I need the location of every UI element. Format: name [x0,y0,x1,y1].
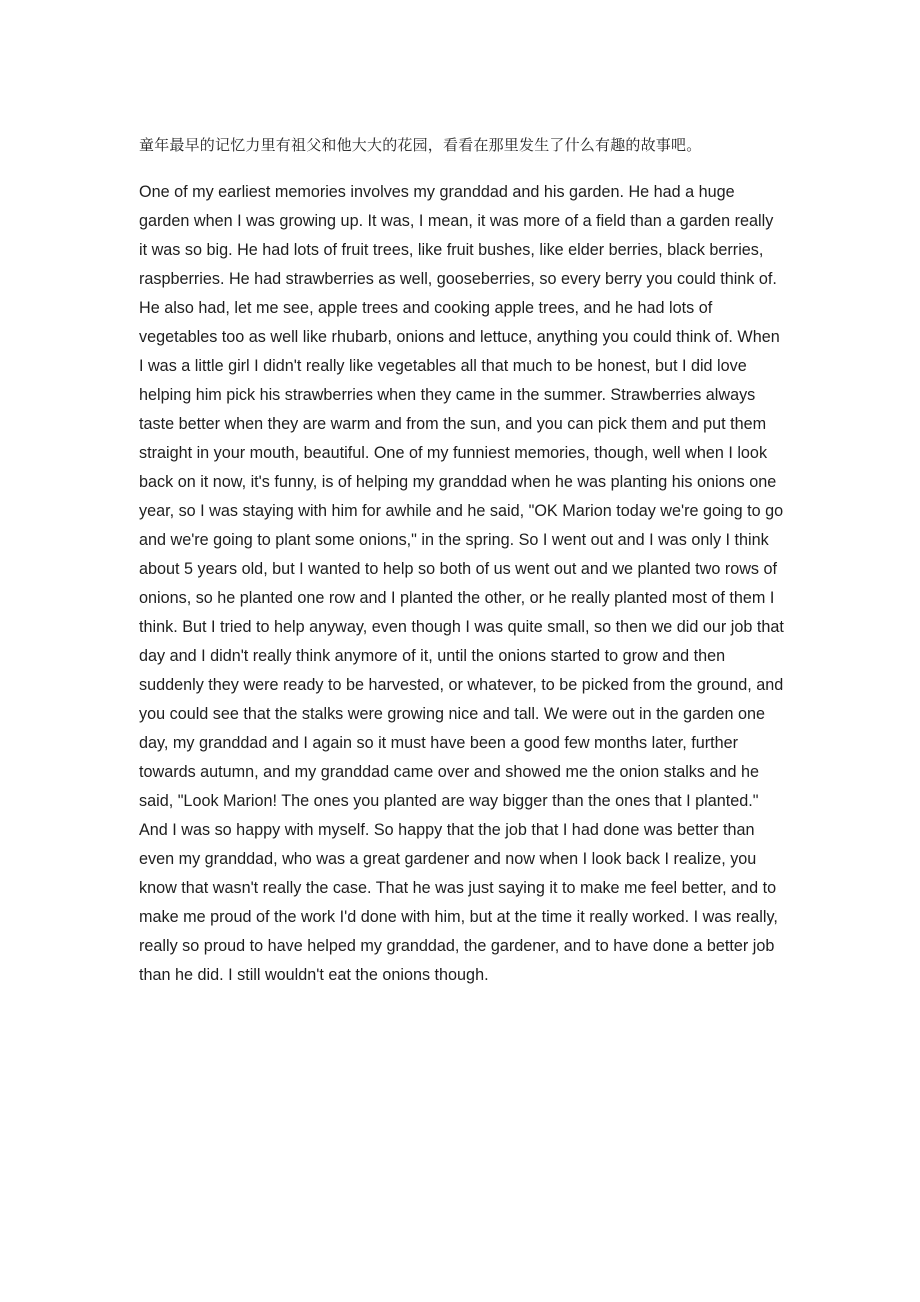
intro-text: 童年最早的记忆力里有祖父和他大大的花园，看看在那里发生了什么有趣的故事吧。 [139,136,702,154]
story-paragraph: One of my earliest memories involves my granddad and his garden. He had a huge garden when I was growing up. It was, I mean, it was more of a field than a garden really it was so big. He had lots of fruit trees, like fruit bushes, like elder berries, black berries, raspberries. He had strawberries as well, gooseberries, so every berry you could think of. He also had, let me see, apple trees and cooking apple trees, and he had lots of vegetables too as well like rhubarb, onions and lettuce, anything you could think of. When I was a little girl I didn't really like vegetables all that much to be honest, but I did love helping him pick his strawberries when they came in the summer. Strawberries always taste better when they are warm and from the sun, and you can pick them and put them straight in your mouth, beautiful. One of my funniest memories, though, well when I look back on it now, it's funny, is of helping my granddad when he was planting his onions one year, so I was staying with him for awhile and he said, "OK Marion today we're going to go and we're going to plant some onions," in the spring. So I went out and I was only I think about 5 years old, but I wanted to help so both of us went out and we planted two rows of onions, so he planted one row and I planted the other, or he really planted most of them I think. But I tried to help anyway, even though I was quite small, so then we did our job that day and I didn't really think anymore of it, until the onions started to grow and then suddenly they were ready to be harvested, or whatever, to be picked from the ground, and you could see that the stalks were growing nice and tall. We were out in the garden one day, my granddad and I again so it must have been a good few months later, further towards autumn, and my granddad came over and showed me the onion stalks and he said, "Look Marion! The ones you planted are way bigger than the ones that I planted." And I was so happy with myself. So happy that the job that I had done was better than even my granddad, who was a great gardener and now when I look back I realize, you know that wasn't really the case. That he was just saying it to make me feel better, and to make me proud of the work I'd done with him, but at the time it really worked. I was really, really so proud to have helped my granddad, the gardener, and to have done a better job than he did. I still wouldn't eat the onions though. [139,183,784,984]
